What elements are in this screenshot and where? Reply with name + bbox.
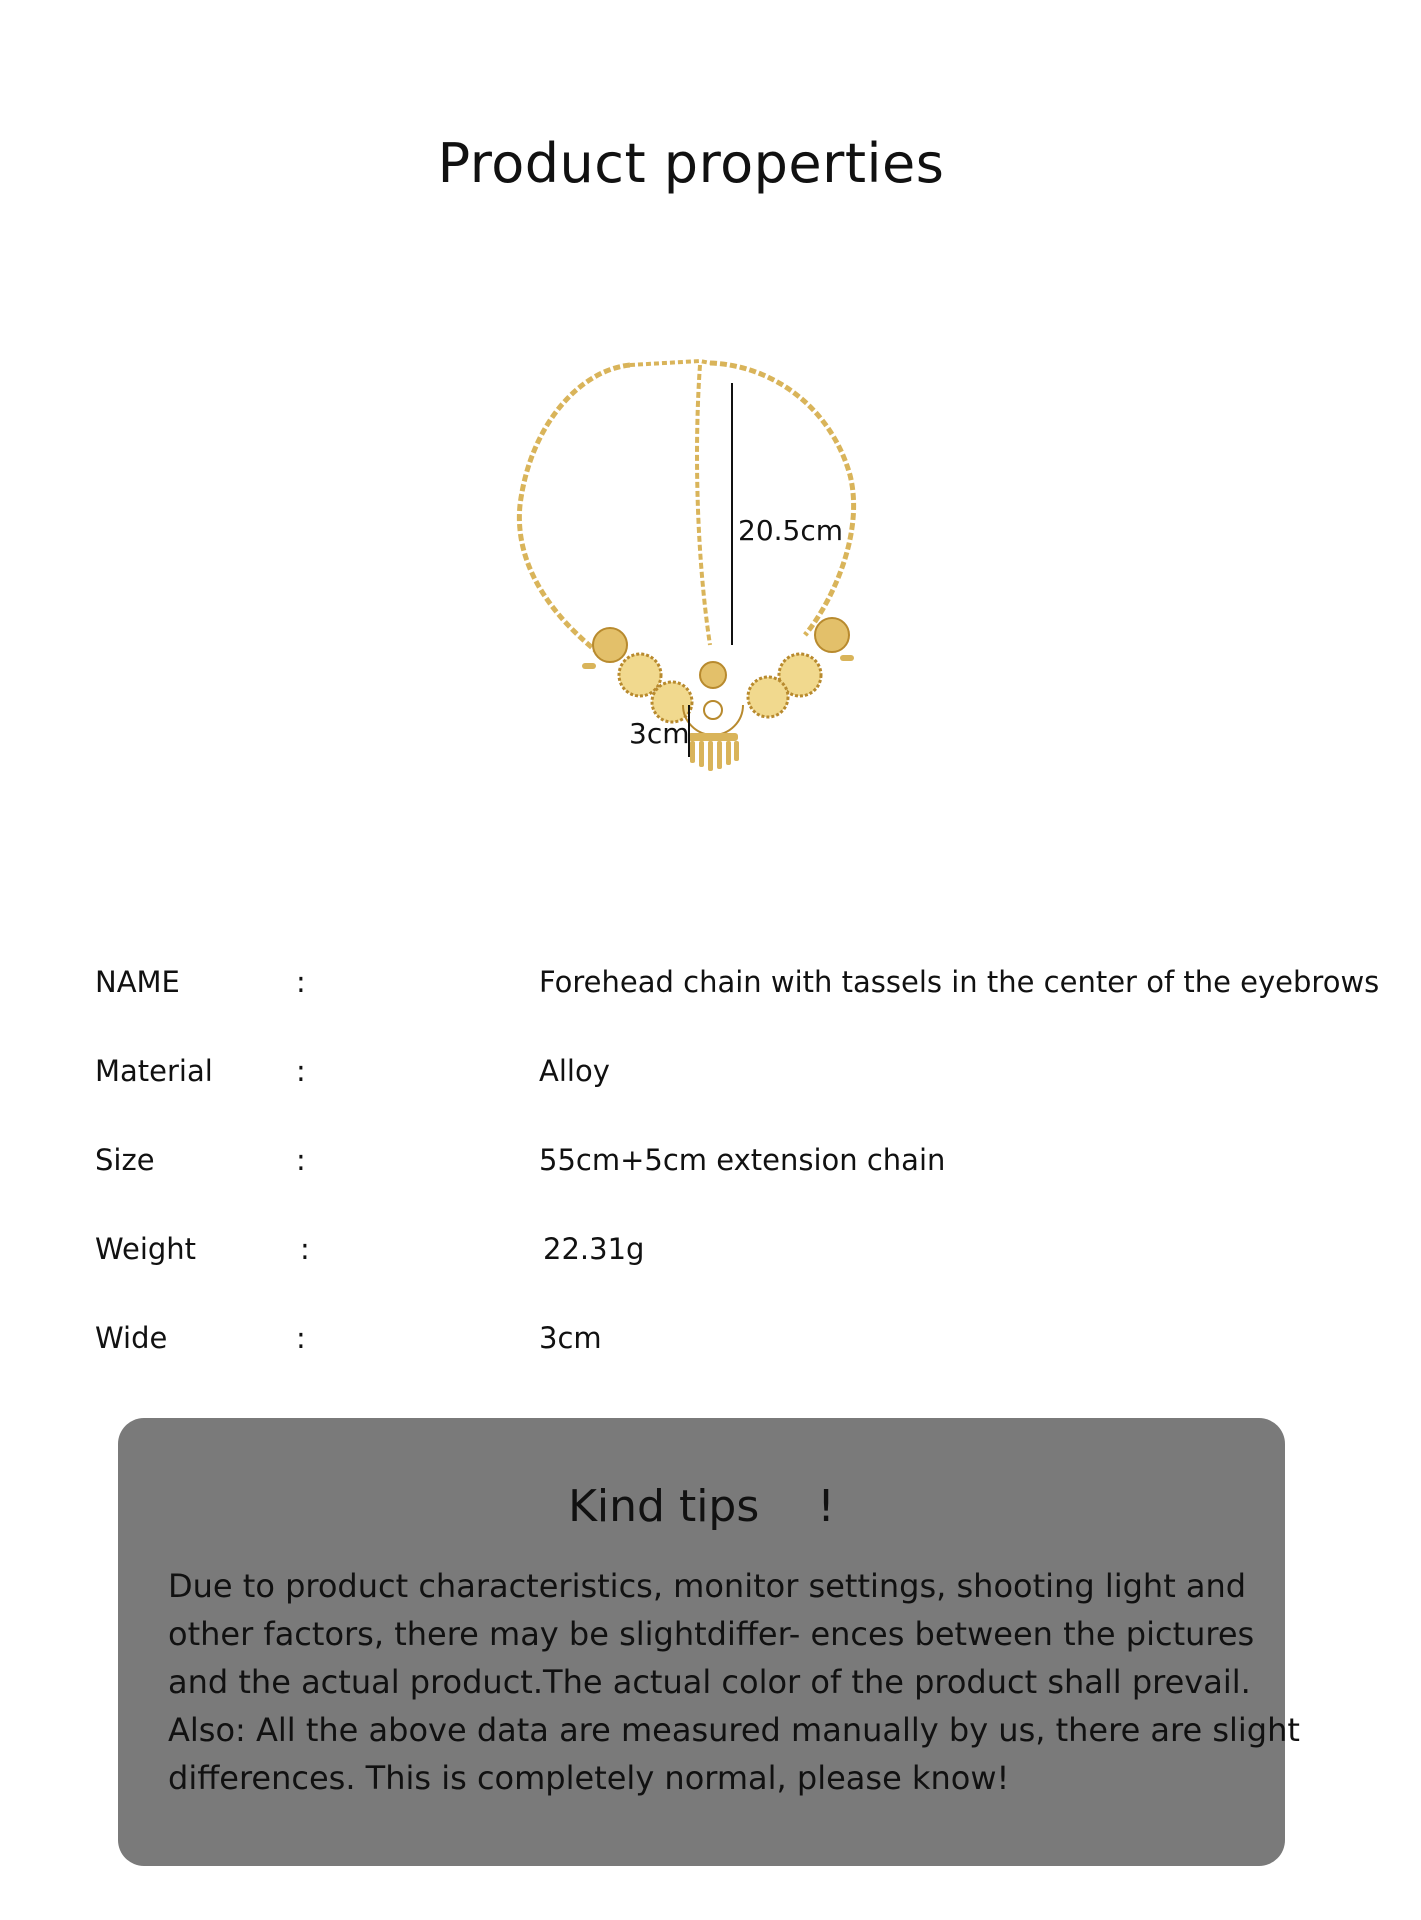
center-drop-chain [697,365,710,645]
tips-line: Due to product characteristics, monitor settings, shooting light and [168,1567,1247,1605]
right-filigree-disc-2 [748,677,788,717]
spec-label: Weight [95,1232,197,1266]
spec-row-weight [0,1222,1421,1311]
spec-colon: : [296,1054,306,1088]
spec-row-name [0,955,1421,1044]
spec-value: Forehead chain with tassels in the center of the eyebrows [539,965,1380,999]
spec-value: 3cm [539,1321,602,1355]
tassels [690,741,739,771]
pendant-top-disc [700,662,726,688]
spec-row-size [0,1133,1421,1222]
chain-left [519,365,630,650]
width-measure-label: 3cm [629,717,690,750]
spec-label: Material [95,1054,213,1088]
spec-value: 55cm+5cm extension chain [539,1143,946,1177]
spec-table [0,955,1421,1400]
tips-line: differences. This is completely normal, please know! [168,1759,1010,1797]
spec-row-wide [0,1311,1421,1400]
spec-colon: : [300,1232,310,1266]
spec-value: Alloy [539,1054,610,1088]
kind-tips-panel [118,1418,1300,1866]
tips-line: Also: All the above data are measured manually by us, there are slight [168,1711,1300,1749]
tips-line: other factors, there may be slightdiffer- ences between the pictures [168,1615,1255,1653]
height-measure-label: 20.5cm [738,514,844,547]
product-image [500,345,920,785]
left-filigree-disc-1 [619,654,661,696]
spec-label: Size [95,1143,155,1177]
right-end-disc [815,618,849,652]
tips-line: and the actual product.The actual color of the product shall prevail. [168,1663,1251,1701]
pendant-bar [688,733,738,741]
spec-colon: : [296,1321,306,1355]
spec-colon: : [296,965,306,999]
extension-chain [630,361,710,365]
left-end-disc [593,628,627,662]
forehead-chain-illustration [500,345,920,785]
right-hook [840,655,854,661]
spec-value: 22.31g [543,1232,645,1266]
spec-label: NAME [95,965,180,999]
pendant-center [704,701,722,719]
page-title: Product properties [437,132,945,195]
spec-label: Wide [95,1321,168,1355]
spec-row-material [0,1044,1421,1133]
spec-colon: : [296,1143,306,1177]
kind-tips-body [168,1562,1300,1802]
kind-tips-title: Kind tips ! [568,1481,835,1532]
left-hook [582,663,596,669]
